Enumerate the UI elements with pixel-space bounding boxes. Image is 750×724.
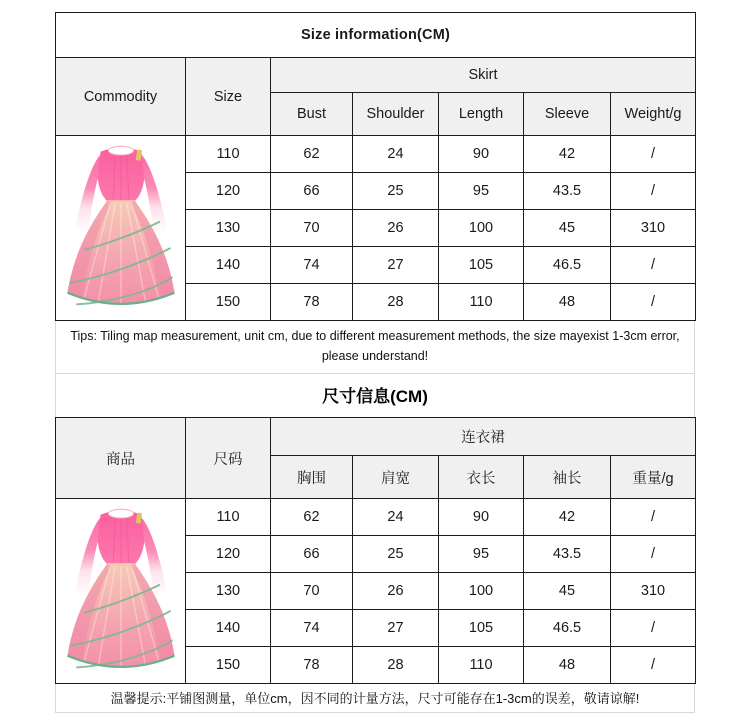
value-cell: 46.5 [524, 247, 611, 284]
size-cell: 130 [186, 210, 271, 247]
size-cell: 150 [186, 647, 271, 684]
value-cell: 26 [353, 573, 439, 610]
value-cell: 78 [271, 647, 353, 684]
value-cell: 74 [271, 610, 353, 647]
value-cell: 42 [524, 136, 611, 173]
table-row [56, 136, 696, 173]
value-cell: 70 [271, 573, 353, 610]
value-cell: 70 [271, 210, 353, 247]
value-cell: / [611, 536, 696, 573]
pink-dress-image [62, 139, 180, 317]
col-header-length: Length [439, 93, 524, 136]
value-cell: 48 [524, 647, 611, 684]
size-cell: 120 [186, 536, 271, 573]
header-row-group [56, 418, 696, 456]
col-header-shoulder: Shoulder [353, 93, 439, 136]
value-cell: 46.5 [524, 610, 611, 647]
col-header-shoulder-cn: 肩宽 [353, 456, 439, 499]
col-header-length-cn: 衣长 [439, 456, 524, 499]
header-row-group [56, 58, 696, 93]
product-image-cell [56, 499, 186, 684]
value-cell: 90 [439, 136, 524, 173]
value-cell: / [611, 610, 696, 647]
value-cell: 25 [353, 536, 439, 573]
value-cell: 100 [439, 573, 524, 610]
value-cell: 105 [439, 247, 524, 284]
size-cell: 120 [186, 173, 271, 210]
value-cell: 27 [353, 247, 439, 284]
value-cell: 78 [271, 284, 353, 321]
value-cell: 310 [611, 210, 696, 247]
size-header: Size [186, 58, 271, 136]
size-cell: 140 [186, 610, 271, 647]
value-cell: 310 [611, 573, 696, 610]
value-cell: 62 [271, 136, 353, 173]
tips-text-en: Tips: Tiling map measurement, unit cm, due to different measurement methods, the size mayexist 1-3cm error, please understand! [55, 321, 695, 374]
size-cell: 110 [186, 499, 271, 536]
size-header-cn: 尺码 [186, 418, 271, 499]
value-cell: 26 [353, 210, 439, 247]
product-photo [56, 139, 185, 317]
reminder-text-cn: 温馨提示:平铺图测量，单位cm，因不同的计量方法，尺寸可能存在1-3cm的误差，敬请谅解! [55, 684, 695, 713]
col-header-sleeve-cn: 袖长 [524, 456, 611, 499]
value-cell: 45 [524, 210, 611, 247]
table-row [56, 499, 696, 536]
size-cell: 140 [186, 247, 271, 284]
value-cell: 90 [439, 499, 524, 536]
value-cell: 24 [353, 136, 439, 173]
value-cell: 45 [524, 573, 611, 610]
value-cell: 24 [353, 499, 439, 536]
value-cell: 95 [439, 536, 524, 573]
value-cell: / [611, 647, 696, 684]
col-header-bust: Bust [271, 93, 353, 136]
commodity-header-cn: 商品 [56, 418, 186, 499]
product-photo [56, 502, 185, 680]
size-chart-sheet [55, 12, 695, 713]
size-table-chinese [55, 417, 696, 684]
size-cell: 110 [186, 136, 271, 173]
table-title-en: Size information(CM) [56, 13, 696, 58]
value-cell: 48 [524, 284, 611, 321]
value-cell: 74 [271, 247, 353, 284]
col-header-weight: Weight/g [611, 93, 696, 136]
value-cell: 66 [271, 173, 353, 210]
value-cell: 110 [439, 284, 524, 321]
value-cell: 28 [353, 647, 439, 684]
pink-dress-image [62, 502, 180, 680]
group-header-skirt: Skirt [271, 58, 696, 93]
size-cell: 130 [186, 573, 271, 610]
value-cell: / [611, 136, 696, 173]
value-cell: 110 [439, 647, 524, 684]
table-title-cn: 尺寸信息(CM) [55, 374, 695, 417]
value-cell: 95 [439, 173, 524, 210]
value-cell: 62 [271, 499, 353, 536]
value-cell: 25 [353, 173, 439, 210]
value-cell: 43.5 [524, 173, 611, 210]
size-cell: 150 [186, 284, 271, 321]
value-cell: / [611, 284, 696, 321]
value-cell: 28 [353, 284, 439, 321]
col-header-bust-cn: 胸围 [271, 456, 353, 499]
value-cell: 105 [439, 610, 524, 647]
value-cell: 42 [524, 499, 611, 536]
value-cell: 100 [439, 210, 524, 247]
product-image-cell [56, 136, 186, 321]
table-title-row [56, 13, 696, 58]
value-cell: / [611, 173, 696, 210]
value-cell: 43.5 [524, 536, 611, 573]
value-cell: / [611, 247, 696, 284]
commodity-header: Commodity [56, 58, 186, 136]
col-header-sleeve: Sleeve [524, 93, 611, 136]
size-table-english [55, 12, 696, 321]
value-cell: 27 [353, 610, 439, 647]
group-header-dress: 连衣裙 [271, 418, 696, 456]
col-header-weight-cn: 重量/g [611, 456, 696, 499]
value-cell: 66 [271, 536, 353, 573]
value-cell: / [611, 499, 696, 536]
